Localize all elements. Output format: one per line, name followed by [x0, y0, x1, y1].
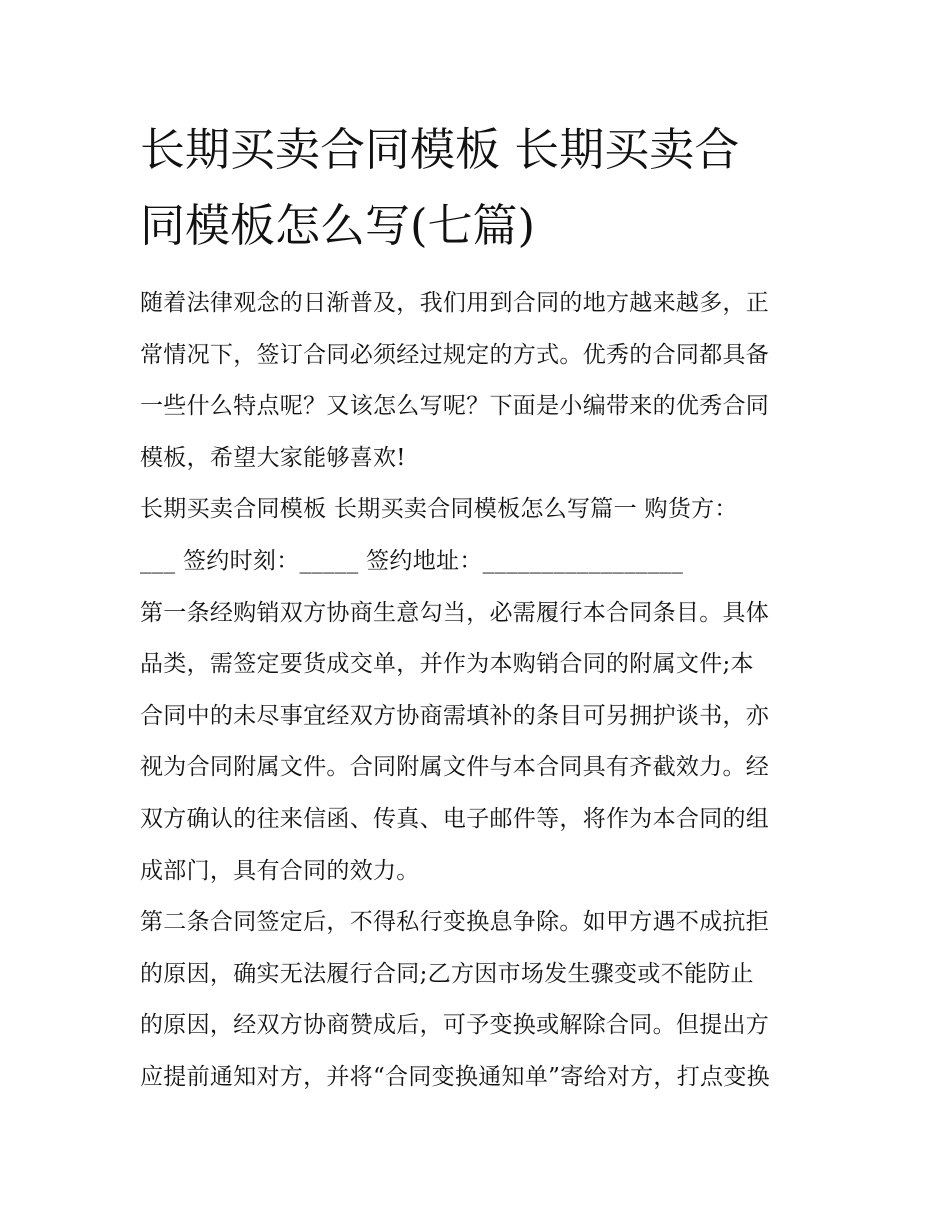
body-line: 模板，希望大家能够喜欢! — [140, 444, 406, 471]
body-line: 应提前通知对方，并将“合同变换通知单”寄给对方，打点变换 — [140, 1063, 770, 1090]
body-line: 的原因，确实无法履行合同;乙方因市场发生骤变或不能防止 — [140, 960, 754, 987]
body-line: 的原因，经双方协商赞成后，可予变换或解除合同。但提出方 — [140, 1012, 770, 1039]
body-line: 视为合同附属文件。合同附属文件与本合同具有齐截效力。经 — [140, 754, 770, 781]
title-line: 同模板怎么写(七篇) — [140, 199, 536, 252]
body-line: 第二条合同签定后，不得私行变换息争除。如甲方遇不成抗拒 — [140, 909, 770, 936]
body-line: 随着法律观念的日渐普及，我们用到合同的地方越来越多，正 — [140, 290, 770, 316]
section-heading-line: 长期买卖合同模板 长期买卖合同模板怎么写篇一 购货方： — [140, 496, 738, 523]
document-title — [140, 112, 820, 264]
body-line: 一些什么特点呢？又该怎么写呢？下面是小编带来的优秀合同 — [140, 393, 770, 420]
body-line: 品类，需签定要货成交单，并作为本购销合同的附属文件;本 — [140, 651, 754, 678]
body-line: 成部门，具有合同的效力。 — [140, 857, 420, 884]
signing-info-line: ___ 签约时刻：_____ 签约地址：_________________ — [140, 547, 684, 574]
document-body — [140, 278, 820, 1104]
body-line: 常情况下，签订合同必须经过规定的方式。优秀的合同都具备 — [140, 341, 770, 368]
title-line: 长期买卖合同模板 长期买卖合 — [140, 123, 740, 176]
body-line: 合同中的未尽事宜经双方协商需填补的条目可另拥护谈书，亦 — [140, 702, 770, 729]
body-line: 第一条经购销双方协商生意勾当，必需履行本合同条目。具体 — [140, 599, 770, 626]
body-line: 双方确认的往来信函、传真、电子邮件等，将作为本合同的组 — [140, 805, 770, 832]
